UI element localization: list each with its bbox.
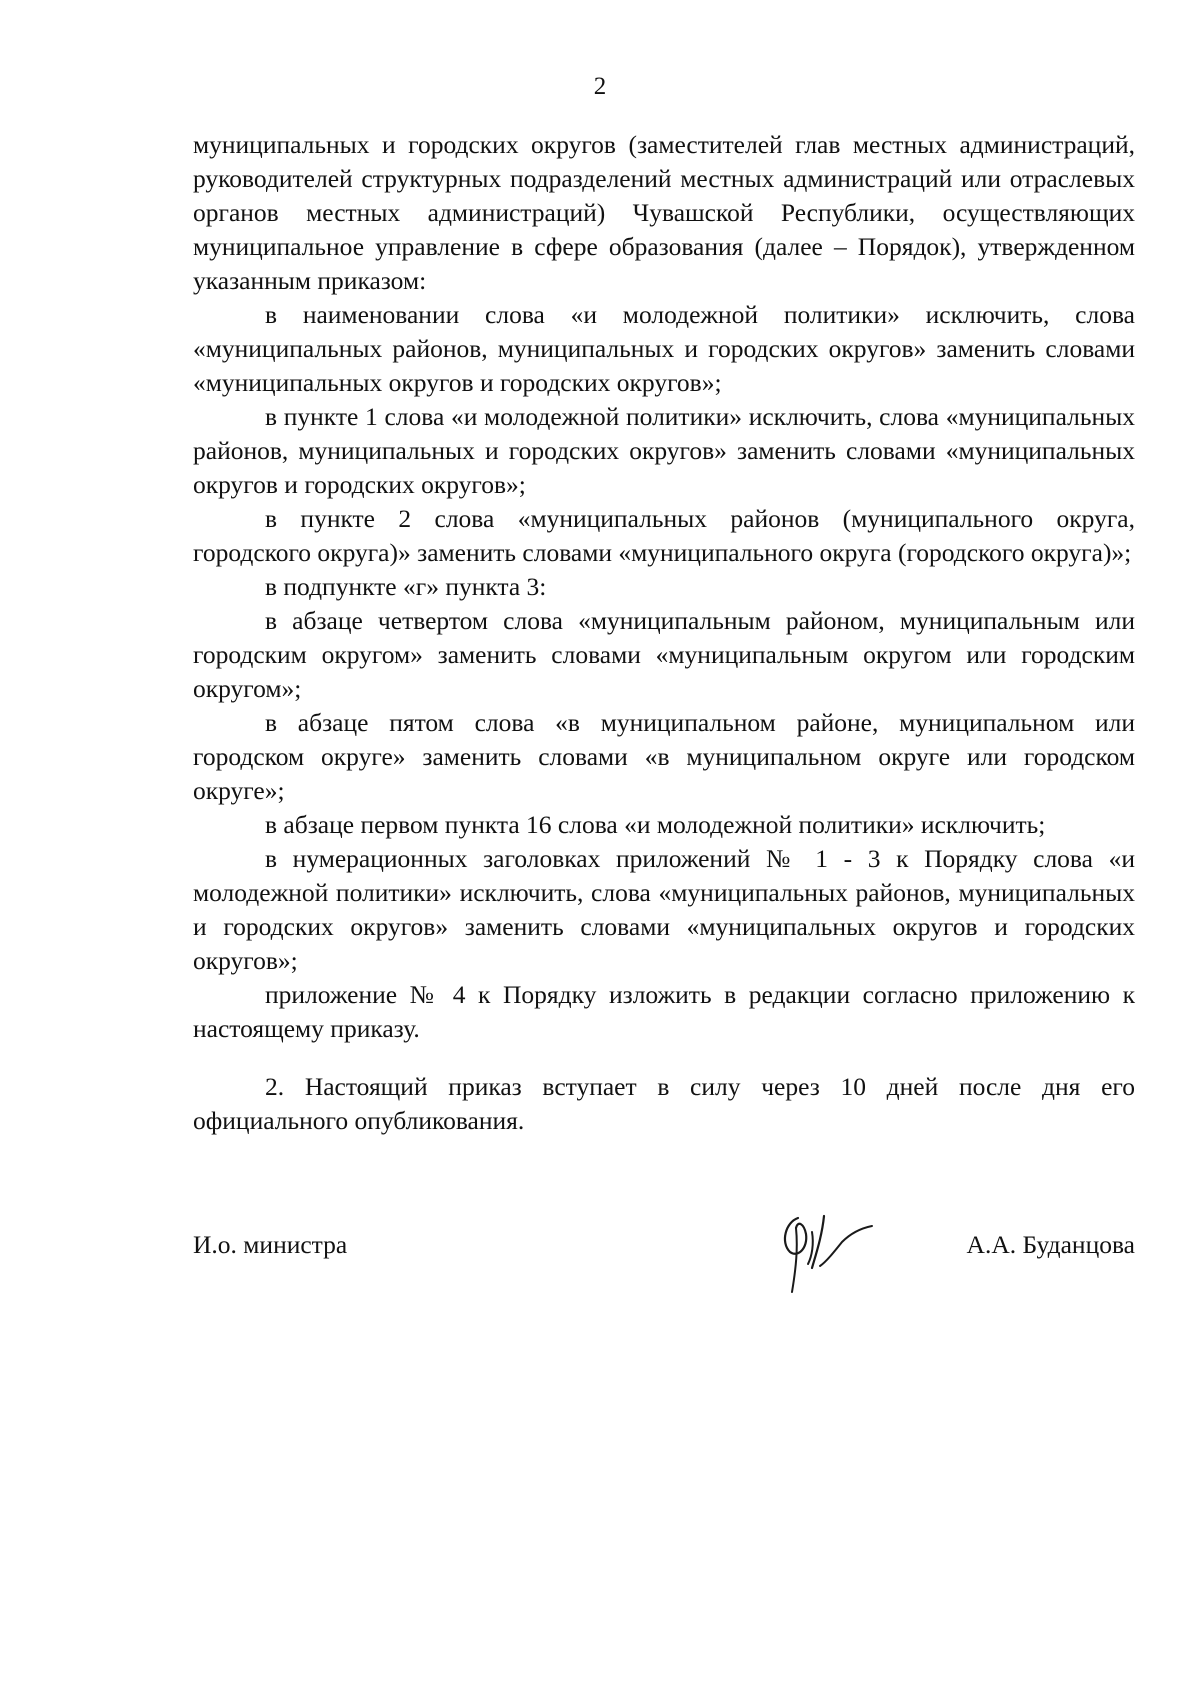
paragraph-amendment: в пункте 1 слова «и молодежной политики» исключить, слова «муниципальных районов, муниципальных и городских округов» заменить словами «муниципальных округов и городских округов»; (193, 402, 1135, 499)
paragraph-amendment: в пункте 2 слова «муниципальных районов (муниципального округа, городского округа)» заменить словами «муниципального округа (городского округа)»; (193, 504, 1135, 567)
paragraph-amendment: в абзаце первом пункта 16 слова «и молодежной политики» исключить; (265, 810, 1046, 839)
paragraph-amendment: приложение № 4 к Порядку изложить в редакции согласно приложению к настоящему приказу. (193, 980, 1135, 1043)
paragraph-amendment: в нумерационных заголовках приложений № 1 - 3 к Порядку слова «и молодежной политики» исключить, слова «муниципальных районов, муниципальных и городских округов» заменить словами «муниципальных округов и городских округов»; (193, 844, 1135, 975)
handwritten-signature (768, 1208, 878, 1296)
page-number: 2 (593, 73, 607, 100)
signature-block (193, 1214, 1135, 1284)
signatory-name: А.А. Буданцова (966, 1230, 1135, 1259)
paragraph-amendment: в наименовании слова «и молодежной политики» исключить, слова «муниципальных районов, муниципальных и городских округов» заменить словами «муниципальных округов и городских округов»; (193, 300, 1135, 397)
document-body (193, 128, 1135, 1138)
paragraph-amendment: в абзаце четвертом слова «муниципальным районом, муниципальным или городским округом» заменить словами «муниципальным округом или городским округом»; (193, 606, 1135, 703)
paragraph-amendment: в абзаце пятом слова «в муниципальном районе, муниципальном или городском округе» заменить словами «в муниципальном округе или городском округе»; (193, 708, 1135, 805)
paragraph-amendment: в подпункте «г» пункта 3: (265, 572, 547, 601)
signatory-title: И.о. министра (193, 1230, 348, 1259)
paragraph-effective-date: 2. Настоящий приказ вступает в силу через 10 дней после дня его официального опубликования. (193, 1072, 1135, 1135)
paragraph-continuation: муниципальных и городских округов (заместителей глав местных администраций, руководителей структурных подразделений местных администраций или отраслевых органов местных администраций) Чувашской Республики, осуществляющих муниципальное управление в сфере образования (далее – Порядок), утвержденном указанным приказом: (193, 130, 1135, 295)
